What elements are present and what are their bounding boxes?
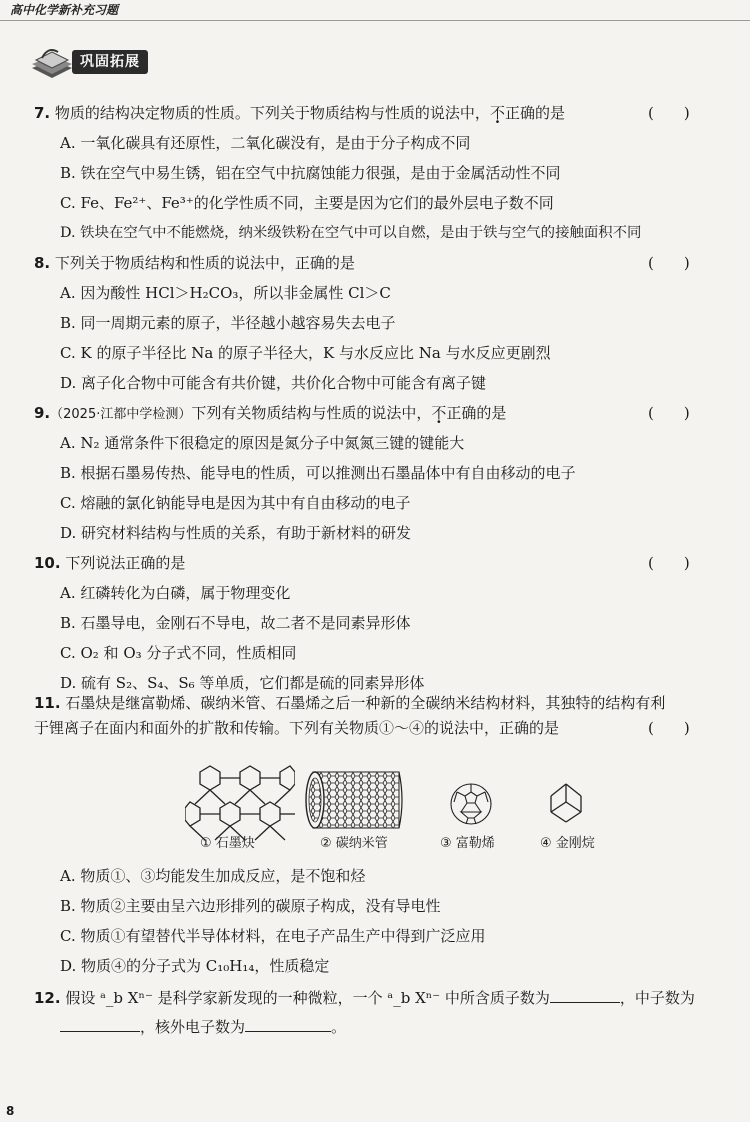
- question-9-stem: 9.（2025·江都中学检测）下列有关物质结构与性质的说法中，不正确的是: [34, 404, 507, 422]
- answer-parentheses: ( ): [648, 554, 690, 572]
- option-c: C. Fe、Fe²⁺、Fe³⁺的化学性质不同，主要是因为它们的最外层电子数不同: [60, 194, 554, 212]
- figure-caption-nanotube: ② 碳纳米管: [320, 836, 388, 851]
- question-number: 12.: [34, 989, 61, 1007]
- question-number: 11.: [34, 694, 61, 712]
- question-12-stem: 12. 假设 ᵃ_b Xⁿ⁻ 是科学家新发现的一种微粒，一个 ᵃ_b Xⁿ⁻ 中所含质子数为 ，中子数为: [34, 989, 695, 1007]
- option-c: C. 物质①有望替代半导体材料，在电子产品生产中得到广泛应用: [60, 927, 486, 945]
- question-number: 10.: [34, 554, 61, 572]
- option-b: B. 铁在空气中易生锈，铝在空气中抗腐蚀能力很强，是由于金属活动性不同: [60, 164, 561, 182]
- option-d: D. 铁块在空气中不能燃烧，纳米级铁粉在空气中可以自燃，是由于铁与空气的接触面积不同: [60, 225, 642, 241]
- option-b: B. 石墨导电，金刚石不导电，故二者不是同素异形体: [60, 614, 411, 632]
- question-8-stem: 8. 下列关于物质结构和性质的说法中，正确的是: [34, 254, 355, 272]
- figure-caption-adamantane: ④ 金刚烷: [540, 836, 595, 851]
- option-a: A. 物质①、③均能发生加成反应，是不饱和烃: [60, 867, 366, 885]
- option-d: D. 硫有 S₂、S₄、S₆ 等单质，它们都是硫的同素异形体: [60, 674, 425, 692]
- answer-parentheses: ( ): [648, 104, 690, 122]
- neutron-count-blank[interactable]: [60, 1017, 140, 1032]
- option-c: C. K 的原子半径比 Na 的原子半径大，K 与水反应比 Na 与水反应更剧烈: [60, 344, 551, 362]
- question-source: （2025·江都中学检测）: [50, 407, 192, 422]
- emphasis-mark: 不: [431, 404, 447, 422]
- question-10-stem: 10. 下列说法正确的是: [34, 554, 186, 572]
- option-a: A. 红磷转化为白磷，属于物理变化: [60, 584, 291, 602]
- option-c: C. 熔融的氯化钠能导电是因为其中有自由移动的电子: [60, 494, 411, 512]
- electron-count-blank[interactable]: [245, 1017, 331, 1032]
- option-d: D. 物质④的分子式为 C₁₀H₁₄，性质稳定: [60, 957, 330, 975]
- figure-caption-fullerene: ③ 富勒烯: [440, 836, 495, 851]
- question-12-stem-cont: ，核外电子数为 。: [60, 1017, 346, 1037]
- option-b: B. 同一周期元素的原子，半径越小越容易失去电子: [60, 314, 396, 332]
- section-badge: [30, 42, 170, 82]
- question-number: 7.: [34, 104, 51, 122]
- option-b: B. 根据石墨易传热、能导电的性质，可以推测出石墨晶体中有自由移动的电子: [60, 464, 576, 482]
- answer-parentheses: ( ): [648, 719, 690, 737]
- question-7-stem: 7. 物质的结构决定物质的性质。下列关于物质结构与性质的说法中，不正确的是: [34, 104, 565, 122]
- emphasis-mark: 不: [489, 104, 505, 122]
- answer-parentheses: ( ): [648, 254, 690, 272]
- answer-parentheses: ( ): [648, 404, 690, 422]
- option-d: D. 研究材料结构与性质的关系，有助于新材料的研发: [60, 524, 412, 542]
- question-number: 8.: [34, 254, 51, 272]
- option-a: A. N₂ 通常条件下很稳定的原因是氮分子中氮氮三键的键能大: [60, 434, 465, 452]
- section-label: 巩固拓展: [72, 50, 148, 74]
- question-11-stem-cont: 于锂离子在面内和面外的扩散和传输。下列有关物质①～④的说法中，正确的是: [34, 719, 560, 737]
- option-b: B. 物质②主要由呈六边形排列的碳原子构成，没有导电性: [60, 897, 441, 915]
- option-c: C. O₂ 和 O₃ 分子式不同，性质相同: [60, 644, 297, 662]
- figure-caption-graphdiyne: ① 石墨炔: [200, 836, 255, 851]
- proton-count-blank[interactable]: [550, 988, 620, 1003]
- page-header: [0, 0, 750, 21]
- option-d: D. 离子化合物中可能含有共价键，共价化合物中可能含有离子键: [60, 374, 487, 392]
- book-title: 高中化学新补充习题: [10, 3, 119, 17]
- question-number: 9.: [34, 404, 51, 422]
- book-stack-icon: [30, 42, 74, 82]
- question-11-stem: 11. 石墨炔是继富勒烯、碳纳米管、石墨烯之后一种新的全碳纳米结构材料，其独特的结构有利: [34, 694, 666, 712]
- option-a: A. 一氧化碳具有还原性，二氧化碳没有，是由于分子构成不同: [60, 134, 471, 152]
- page-number: 8: [6, 1104, 15, 1118]
- option-a: A. 因为酸性 HCl＞H₂CO₃，所以非金属性 Cl＞C: [60, 284, 391, 302]
